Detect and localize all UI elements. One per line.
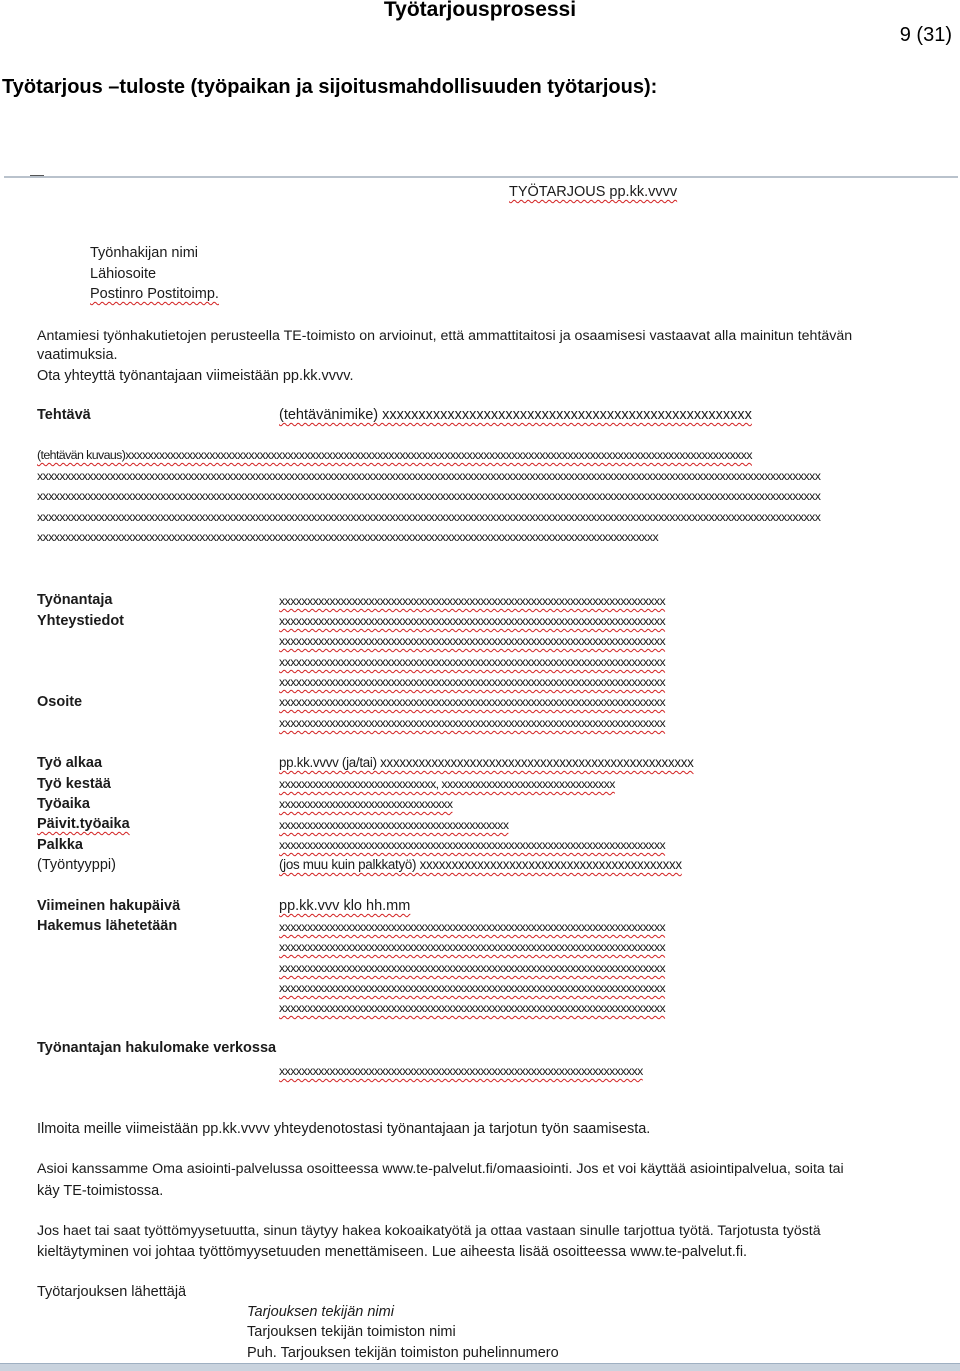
employer-label: Työnantaja [37, 592, 113, 608]
employer-line: xxxxxxxxxxxxxxxxxxxxxxxxxxxxxxxxxxxxxxxxxxxxxxxxxxxxxxxxxxxxxxxxxxxxx [279, 655, 666, 669]
application-line: xxxxxxxxxxxxxxxxxxxxxxxxxxxxxxxxxxxxxxxxxxxxxxxxxxxxxxxxxxxxxxxxxxxxx [279, 940, 666, 954]
description-line: (tehtävän kuvaus)xxxxxxxxxxxxxxxxxxxxxxxxxxxxxxxxxxxxxxxxxxxxxxxxxxxxxxxxxxxxxxxxxxxxxxxxxxxxxxxxxxxxxxxxxxxxxxxxxxxxxxxxxxxxxxxx [37, 448, 752, 462]
application-line: xxxxxxxxxxxxxxxxxxxxxxxxxxxxxxxxxxxxxxxxxxxxxxxxxxxxxxxxxxxxxxxxxxxxx [279, 961, 666, 975]
start-label: Työ alkaa [37, 755, 103, 771]
employer-line: xxxxxxxxxxxxxxxxxxxxxxxxxxxxxxxxxxxxxxxxxxxxxxxxxxxxxxxxxxxxxxxxxxxxx [279, 675, 666, 689]
sender-office: Tarjouksen tekijän toimiston nimi [247, 1324, 456, 1340]
employer-line: xxxxxxxxxxxxxxxxxxxxxxxxxxxxxxxxxxxxxxxxxxxxxxxxxxxxxxxxxxxxxxxxxxxxx [279, 634, 666, 648]
screenshot-bottom-bar [0, 1363, 960, 1371]
offer-printout-screenshot [4, 176, 958, 1368]
intro-line-3: Ota yhteyttä työnantajaan viimeistään pp.kk.vvvv. [37, 368, 354, 384]
deadline-label: Viimeinen hakupäivä [37, 898, 181, 914]
employer-line: xxxxxxxxxxxxxxxxxxxxxxxxxxxxxxxxxxxxxxxxxxxxxxxxxxxxxxxxxxxxxxxxxxxxx [279, 716, 666, 730]
hours-label: Työaika [37, 796, 90, 812]
daily-hours-value: xxxxxxxxxxxxxxxxxxxxxxxxxxxxxxxxxxxxxxxxx [279, 818, 509, 832]
address-label: Osoite [37, 694, 83, 710]
application-line: xxxxxxxxxxxxxxxxxxxxxxxxxxxxxxxxxxxxxxxxxxxxxxxxxxxxxxxxxxxxxxxxxxxxx [279, 1001, 666, 1015]
intro-line-1: Antamiesi työnhakutietojen perusteella TE-toimisto on arvioinut, että ammattitaitosi ja osaamisesi vastaavat alla mainitun tehtävän [37, 328, 853, 344]
page-number: 9 (31) [899, 24, 952, 46]
intro-line-2: vaatimuksia. [37, 347, 118, 363]
description-line: xxxxxxxxxxxxxxxxxxxxxxxxxxxxxxxxxxxxxxxxxxxxxxxxxxxxxxxxxxxxxxxxxxxxxxxxxxxxxxxxxxxxxxxxxxxxxxxxxxxxxxxxxxxxxxxxxxxxxxxxxxxxxxxxxxxxxxxxxxxx [37, 469, 821, 483]
daily-hours-label: Päivit.työaika [37, 816, 130, 832]
application-line: xxxxxxxxxxxxxxxxxxxxxxxxxxxxxxxxxxxxxxxxxxxxxxxxxxxxxxxxxxxxxxxxxxxxx [279, 981, 666, 995]
notice-online-service-cont: käy TE-toimistossa. [37, 1183, 164, 1199]
employer-line: xxxxxxxxxxxxxxxxxxxxxxxxxxxxxxxxxxxxxxxxxxxxxxxxxxxxxxxxxxxxxxxxxxxxx [279, 695, 666, 709]
notice-online-service: Asioi kanssamme Oma asiointi-palvelussa osoitteessa www.te-palvelut.fi/omaasiointi. Jos et voi käyttää asiointipalvelua, soita tai [37, 1161, 844, 1177]
employer-line: xxxxxxxxxxxxxxxxxxxxxxxxxxxxxxxxxxxxxxxxxxxxxxxxxxxxxxxxxxxxxxxxxxxxx [279, 614, 666, 628]
recipient-address: Lähiosoite [90, 266, 157, 282]
duration-value: xxxxxxxxxxxxxxxxxxxxxxxxxxxx, xxxxxxxxxxxxxxxxxxxxxxxxxxxxxxx [279, 777, 615, 791]
start-value: pp.kk.vvvv (ja/tai) xxxxxxxxxxxxxxxxxxxxxxxxxxxxxxxxxxxxxxxxxxxxxxxxx [279, 755, 694, 770]
online-form-value: xxxxxxxxxxxxxxxxxxxxxxxxxxxxxxxxxxxxxxxxxxxxxxxxxxxxxxxxxxxxxxxxx [279, 1064, 643, 1078]
work-type-label: (Työntyyppi) [37, 857, 116, 873]
application-sent-label: Hakemus lähetetään [37, 918, 178, 934]
deadline-value: pp.kk.vvv klo hh.mm [279, 898, 411, 914]
document-title: Työtarjousprosessi [383, 0, 577, 21]
description-line: xxxxxxxxxxxxxxxxxxxxxxxxxxxxxxxxxxxxxxxxxxxxxxxxxxxxxxxxxxxxxxxxxxxxxxxxxxxxxxxxxxxxxxxxxxxxxxxxxxxxxxxxxxxxxxx [37, 530, 659, 544]
description-line: xxxxxxxxxxxxxxxxxxxxxxxxxxxxxxxxxxxxxxxxxxxxxxxxxxxxxxxxxxxxxxxxxxxxxxxxxxxxxxxxxxxxxxxxxxxxxxxxxxxxxxxxxxxxxxxxxxxxxxxxxxxxxxxxxxxxxxxxxxxx [37, 510, 821, 524]
notice-benefit-cont: kieltäytyminen voi johtaa työttömyysetuuden menettämiseen. Lue aiheesta lisää osoitteessa www.te-palvelut.fi. [37, 1244, 748, 1260]
recipient-postal: Postinro Postitoimp. [90, 286, 219, 302]
sender-name: Tarjouksen tekijän nimi [247, 1304, 394, 1320]
section-heading: Työtarjous –tuloste (työpaikan ja sijoitusmahdollisuuden työtarjous): [2, 76, 658, 98]
work-type-value: (jos muu kuin palkkatyö) xxxxxxxxxxxxxxxxxxxxxxxxxxxxxxxxxxxxxxxxx [279, 857, 682, 872]
online-form-label: Työnantajan hakulomake verkossa [37, 1040, 277, 1056]
application-line: xxxxxxxxxxxxxxxxxxxxxxxxxxxxxxxxxxxxxxxxxxxxxxxxxxxxxxxxxxxxxxxxxxxxx [279, 920, 666, 934]
duration-label: Työ kestää [37, 776, 111, 792]
description-line: xxxxxxxxxxxxxxxxxxxxxxxxxxxxxxxxxxxxxxxxxxxxxxxxxxxxxxxxxxxxxxxxxxxxxxxxxxxxxxxxxxxxxxxxxxxxxxxxxxxxxxxxxxxxxxxxxxxxxxxxxxxxxxxxxxxxxxxxxxxx [37, 489, 821, 503]
contact-label: Yhteystiedot [37, 613, 125, 629]
task-label: Tehtävä [37, 407, 91, 423]
notice-report: Ilmoita meille viimeistään pp.kk.vvvv yhteydenotostasi työnantajaan ja tarjotun työn saamisesta. [37, 1121, 651, 1137]
salary-value: xxxxxxxxxxxxxxxxxxxxxxxxxxxxxxxxxxxxxxxxxxxxxxxxxxxxxxxxxxxxxxxxxxxxx [279, 838, 666, 852]
hours-value: xxxxxxxxxxxxxxxxxxxxxxxxxxxxxxx [279, 797, 453, 811]
sender-label: Työtarjouksen lähettäjä [37, 1284, 187, 1300]
employer-line: xxxxxxxxxxxxxxxxxxxxxxxxxxxxxxxxxxxxxxxxxxxxxxxxxxxxxxxxxxxxxxxxxxxxx [279, 594, 666, 608]
sender-phone: Puh. Tarjouksen tekijän toimiston puhelinnumero [247, 1345, 559, 1361]
recipient-name: Työnhakijan nimi [90, 245, 198, 261]
offer-title: TYÖTARJOUS pp.kk.vvvv [509, 184, 678, 200]
task-value: (tehtävänimike) xxxxxxxxxxxxxxxxxxxxxxxxxxxxxxxxxxxxxxxxxxxxxxxxxxx [279, 407, 752, 423]
salary-label: Palkka [37, 837, 83, 853]
notice-benefit: Jos haet tai saat työttömyysetuutta, sinun täytyy hakea kokoaikatyötä ja ottaa vastaan sinulle tarjottua työtä. Tarjotusta työstä [37, 1223, 821, 1239]
